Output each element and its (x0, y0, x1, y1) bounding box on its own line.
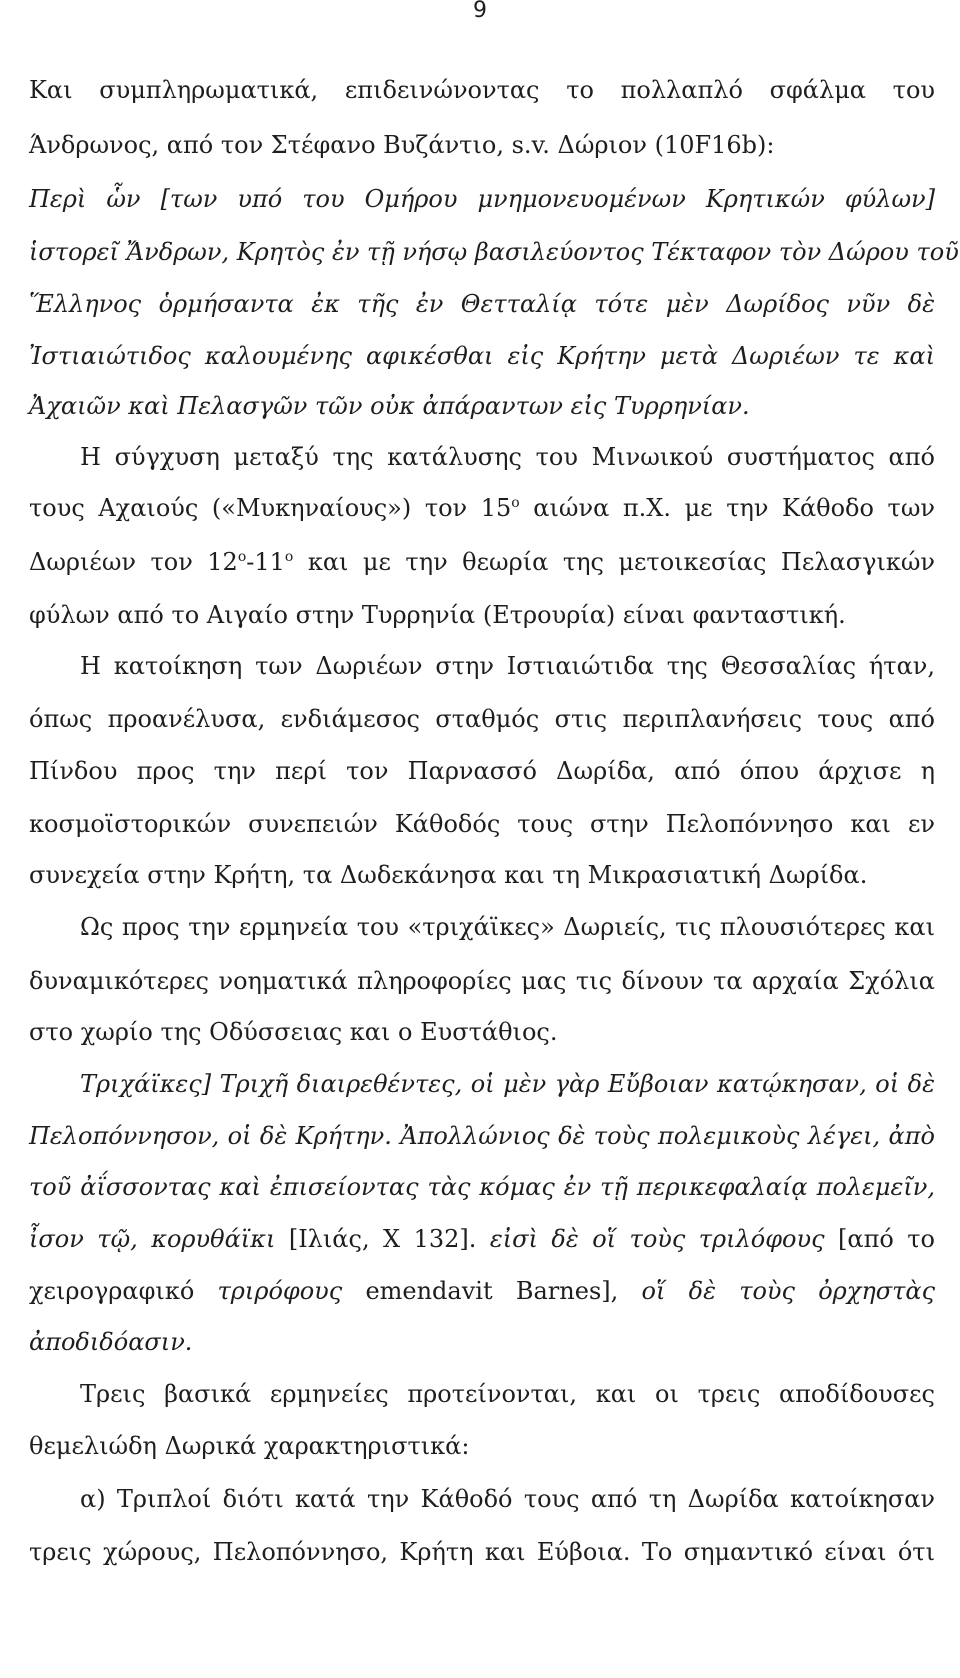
text-segment: Δωριέων τον 12 (29, 548, 238, 576)
text-line: Ἀχαιῶν καὶ Πελασγῶν τῶν οὐκ ἀπάραντων εἰς Τυρρηνίαν. (29, 392, 750, 420)
text-segment: εἰσὶ δὲ οἵ τοὺς τριλόφους (489, 1225, 825, 1253)
text-line: δυναμικότερες νοηματικά πληροφορίες μας τις δίνουν τα αρχαία Σχόλια (29, 967, 935, 995)
text-line: Πελοπόννησον, οἱ δὲ Κρήτην. Ἀπολλώνιος δὲ τοὺς πολεμικοὺς λέγει, ἀπὸ (29, 1122, 935, 1150)
text-line (29, 1276, 935, 1306)
text-line: συνεχεία στην Κρήτη, τα Δωδεκάνησα και τη Μικρασιατική Δωρίδα. (29, 861, 868, 889)
text-line: ἱστορεῖ Ἄνδρων, Κρητὸς ἐν τῇ νήσῳ βασιλεύοντος Τέκταφον τὸν Δώρου τοῦ (29, 238, 959, 266)
text-line: Ἕλληνος ὁρμήσαντα ἐκ τῆς ἐν Θετταλίᾳ τότε μὲν Δωρίδος νῦν δὲ (29, 290, 935, 318)
text-line: Ἰστιαιώτιδος καλουμένης αφικέσθαι εἰς Κρήτην μετὰ Δωριέων τε καὶ (29, 342, 935, 370)
text-line (29, 493, 935, 523)
text-segment: αιώνα π.Χ. με την Κάθοδο των (519, 494, 935, 522)
text-line: Η σύγχυση μεταξύ της κατάλυσης του Μινωικού συστήματος από (80, 443, 935, 471)
text-segment: οἵ δὲ τοὺς ὀρχηστὰς (641, 1277, 936, 1305)
text-line: Περὶ ὧν [των υπό του Ομήρου μνημονευομένων Κρητικών φύλων] (29, 185, 935, 213)
text-line: τοῦ ἀΐσσοντας καὶ ἐπισείοντας τὰς κόμας ἐν τῇ περικεφαλαίᾳ πολεμεῖν, (29, 1173, 935, 1201)
text-line: όπως προανέλυσα, ενδιάμεσος σταθμός στις περιπλανήσεις τους από (29, 705, 935, 733)
text-line: φύλων από το Αιγαίο στην Τυρρηνία (Ετρουρία) είναι φανταστική. (29, 601, 846, 629)
superscript: ο (284, 549, 294, 565)
text-segment: χειρογραφικό (29, 1277, 195, 1305)
text-segment: emendavit Barnes], (342, 1277, 642, 1305)
superscript: ο (237, 549, 247, 565)
text-line: Τριχάϊκες] Τριχῆ διαιρεθέντες, οἱ μὲν γὰρ Εὔβοιαν κατῴκησαν, οἱ δὲ (80, 1070, 935, 1098)
superscript: ο (511, 495, 520, 511)
text-segment: [από το (824, 1225, 935, 1253)
text-line: Πίνδου προς την περί τον Παρνασσό Δωρίδα, από όπου άρχισε η (29, 757, 935, 785)
text-line: Άνδρωνος, από τον Στέφανο Βυζάντιο, s.v. Δώριον (10F16b): (29, 131, 775, 159)
text-segment: ἶσον τῷ, κορυθάϊκι (29, 1225, 276, 1253)
text-line: α) Τριπλοί διότι κατά την Κάθοδό τους από τη Δωρίδα κατοίκησαν (80, 1485, 935, 1513)
text-line: Ως προς την ερμηνεία του «τριχάϊκες» Δωριείς, τις πλουσιότερες και (80, 913, 935, 941)
text-line: κοσμοϊστορικών συνεπειών Κάθοδός τους στην Πελοπόννησο και εν (29, 810, 935, 838)
text-line (29, 547, 935, 577)
text-segment: και με την θεωρία της μετοικεσίας Πελασγικών (293, 548, 935, 576)
text-line (29, 1224, 935, 1254)
text-line: Και συμπληρωματικά, επιδεινώνοντας το πολλαπλό σφάλμα του (29, 76, 935, 104)
text-line: Η κατοίκηση των Δωριέων στην Ιστιαιώτιδα της Θεσσαλίας ήταν, (80, 652, 935, 680)
text-line: στο χωρίο της Οδύσσειας και ο Ευστάθιος. (29, 1018, 558, 1046)
text-line: θεμελιώδη Δωρικά χαρακτηριστικά: (29, 1432, 470, 1460)
text-segment: τριρόφους (194, 1277, 343, 1305)
text-segment: τους Αχαιούς («Μυκηναίους») τον 15 (29, 494, 512, 522)
text-line: ἀποδιδόασιν. (29, 1328, 193, 1356)
text-line: τρεις χώρους, Πελοπόννησο, Κρήτη και Εύβοια. Το σημαντικό είναι ότι (29, 1538, 935, 1566)
text-line: Τρεις βασικά ερμηνείες προτείνονται, και οι τρεις αποδίδουσες (80, 1380, 935, 1408)
page-number: 9 (473, 0, 487, 23)
text-segment: -11 (246, 548, 285, 576)
text-segment: [Ιλιάς, Χ 132]. (275, 1225, 490, 1253)
